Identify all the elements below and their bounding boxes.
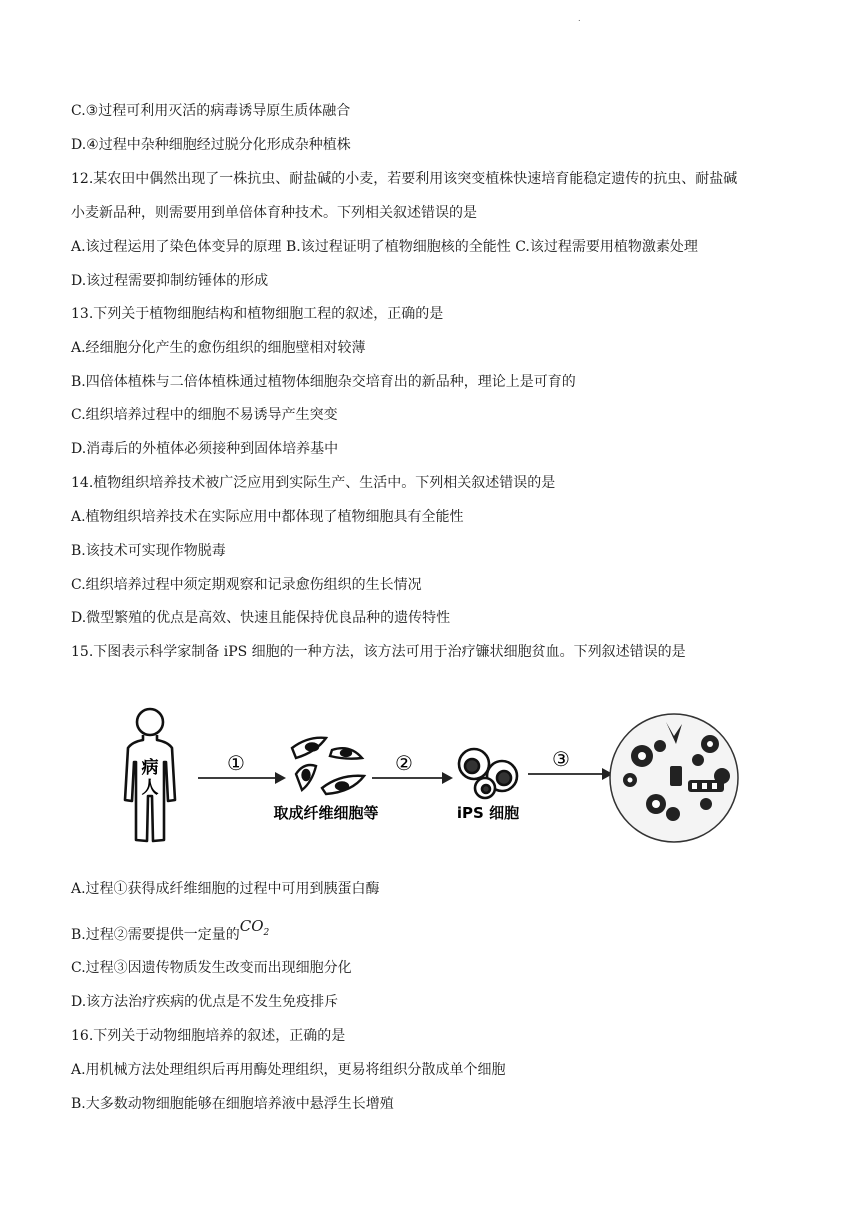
option-11c: C.③过程可利用灭活的病毒诱导原生质体融合 xyxy=(71,103,351,119)
question-15-stem: 15.下图表示科学家制备 iPS 细胞的一种方法，该方法可用于治疗镰状细胞贫血。下列叙述错误的是 xyxy=(71,644,686,660)
ips-label: iPS 细胞 xyxy=(456,804,520,822)
option-11d: D.④过程中杂种细胞经过脱分化形成杂种植株 xyxy=(71,137,351,153)
ips-process-figure xyxy=(70,700,750,850)
option-14b: B.该技术可实现作物脱毒 xyxy=(71,543,226,559)
option-14a: A.植物组织培养技术在实际应用中都体现了植物细胞具有全能性 xyxy=(71,509,464,525)
header-dot: . xyxy=(578,14,581,23)
co2-main: CO xyxy=(239,917,264,935)
option-15a: A.过程①获得成纤维细胞的过程中可用到胰蛋白酶 xyxy=(71,881,380,897)
co2-sub: 2 xyxy=(263,928,270,938)
option-13d: D.消毒后的外植体必须接种到固体培养基中 xyxy=(71,441,339,457)
option-15b xyxy=(71,917,820,951)
step-2-label: ② xyxy=(395,751,413,775)
question-13-stem: 13.下列关于植物细胞结构和植物细胞工程的叙述，正确的是 xyxy=(71,306,444,322)
option-13c: C.组织培养过程中的细胞不易诱导产生突变 xyxy=(71,407,338,423)
option-15d: D.该方法治疗疾病的优点是不发生免疫排斥 xyxy=(71,994,339,1010)
option-15c: C.过程③因遗传物质发生改变而出现细胞分化 xyxy=(71,960,352,976)
option-16a: A.用机械方法处理组织后再用酶处理组织，更易将组织分散成单个细胞 xyxy=(71,1062,506,1078)
arrow-3 xyxy=(528,768,613,780)
option-12-abc: A.该过程运用了染色体变异的原理 B.该过程证明了植物细胞核的全能性 C.该过程需要用植物激素处理 xyxy=(71,239,698,255)
patient-label-2: 人 xyxy=(141,778,159,798)
option-13a: A.经细胞分化产生的愈伤组织的细胞壁相对较薄 xyxy=(71,340,366,356)
option-12d: D.该过程需要抑制纺锤体的形成 xyxy=(71,273,269,289)
option-16b: B.大多数动物细胞能够在细胞培养液中悬浮生长增殖 xyxy=(71,1096,394,1112)
option-15b-text: B.过程②需要提供一定量的 xyxy=(71,927,240,943)
option-13b: B.四倍体植株与二倍体植株通过植物体细胞杂交培育出的新品种，理论上是可育的 xyxy=(71,374,576,390)
co2-formula xyxy=(239,917,270,938)
fibroblast-label: 取成纤维细胞等 xyxy=(273,804,379,822)
option-14c: C.组织培养过程中须定期观察和记录愈伤组织的生长情况 xyxy=(71,577,422,593)
ips-cells xyxy=(459,749,517,798)
step-1-label: ① xyxy=(227,751,245,775)
step-3-label: ③ xyxy=(552,747,570,771)
differentiated-cells xyxy=(610,714,738,842)
patient-label-1: 病 xyxy=(141,758,159,778)
option-14d: D.微型繁殖的优点是高效、快速且能保持优良品种的遗传特性 xyxy=(71,610,451,626)
question-12-stem-line2: 小麦新品种，则需要用到单倍体育种技术。下列相关叙述错误的是 xyxy=(71,205,477,221)
fibroblast-cells xyxy=(292,738,364,794)
question-12-stem-line1: 12.某农田中偶然出现了一株抗虫、耐盐碱的小麦，若要利用该突变植株快速培育能稳定遗传的抗虫、耐盐碱 xyxy=(71,171,738,187)
ips-process-diagram xyxy=(70,700,750,850)
question-16-stem: 16.下列关于动物细胞培养的叙述，正确的是 xyxy=(71,1028,346,1044)
question-14-stem: 14.植物组织培养技术被广泛应用到实际生产、生活中。下列相关叙述错误的是 xyxy=(71,475,556,491)
